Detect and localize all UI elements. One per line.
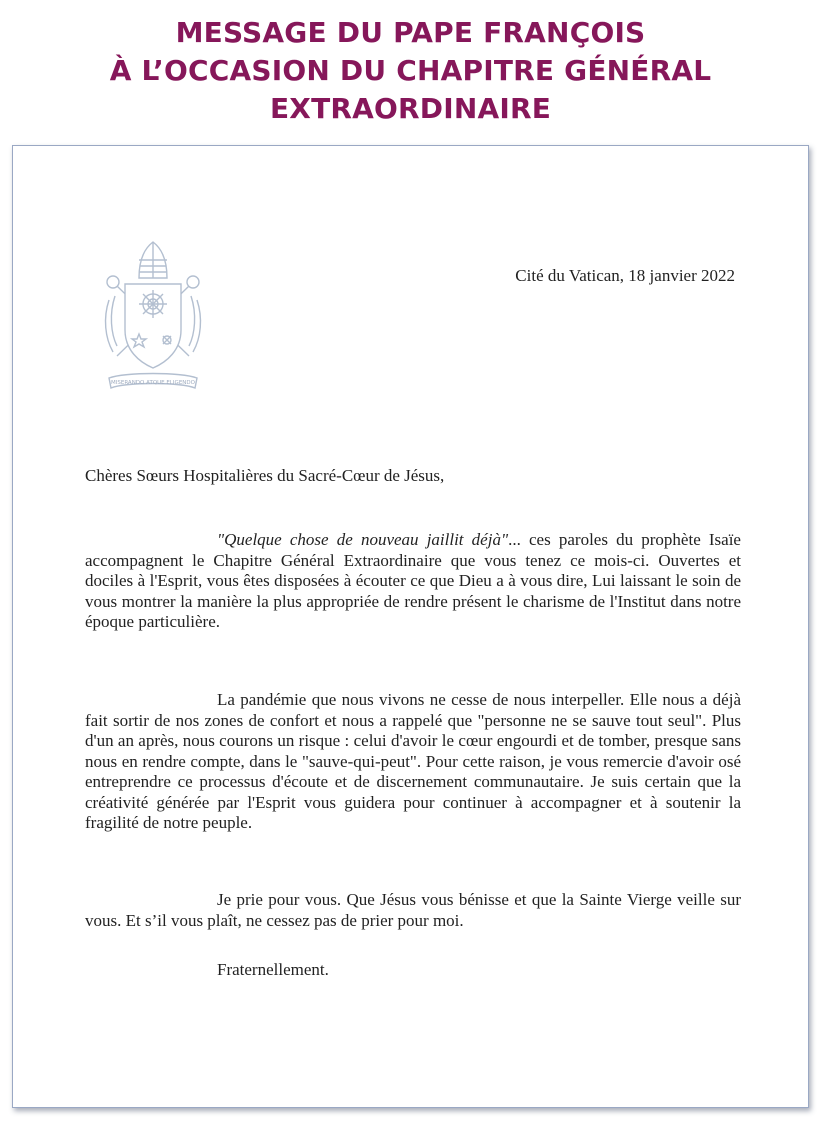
title-line-2: À L’OCCASION DU CHAPITRE GÉNÉRAL: [109, 54, 712, 87]
title-line-1: MESSAGE DU PAPE FRANÇOIS: [175, 16, 646, 49]
papal-coat-of-arms-icon: [95, 238, 211, 398]
paragraph-1-text: ... ces paroles du prophète Isaïe accompagnent le Chapitre Général Extraordinaire que vous tenez ce mois-ci. Ouvertes et dociles à l'Esprit, vous êtes disposées à écouter ce que Dieu a à vous dire, Lui laissant le soin de vous montrer la manière la plus appropriée de rendre présent le charisme de l'Institut dans notre époque particulière.: [85, 530, 741, 631]
letter-date: Cité du Vatican, 18 janvier 2022: [515, 266, 735, 285]
page-title: [0, 14, 821, 128]
isaiah-quote: "Quelque chose de nouveau jaillit déjà": [217, 530, 509, 549]
paragraph-3: Je prie pour vous. Que Jésus vous bénisse et que la Sainte Vierge veille sur vous. Et s’il vous plaît, ne cessez pas de prier pour moi.: [85, 890, 741, 930]
letter-document: [12, 145, 809, 1108]
letter-salutation: Chères Sœurs Hospitalières du Sacré-Cœur de Jésus,: [85, 466, 445, 485]
letter-closing: Fraternellement.: [217, 960, 329, 979]
paragraph-1: [85, 530, 741, 633]
title-line-3: EXTRAORDINAIRE: [269, 92, 552, 125]
emblem-motto: MISERANDO ATQUE ELIGENDO: [111, 380, 195, 386]
paragraph-2: La pandémie que nous vivons ne cesse de nous interpeller. Elle nous a déjà fait sortir de nos zones de confort et nous a rappelé que "personne ne se sauve tout seul". Plus d'un an après, nous courons un risque : celui d'avoir le cœur engourdi et de tomber, presque sans nous en rendre compte, dans le "sauve-qui-peut". Pour cette raison, je vous remercie d'avoir osé entreprendre ce processus d'écoute et de discernement communautaire. Je suis certain que la créativité générée par l'Esprit vous guidera pour continuer à accompagner et à soutenir la fragilité de notre peuple.: [85, 690, 741, 832]
